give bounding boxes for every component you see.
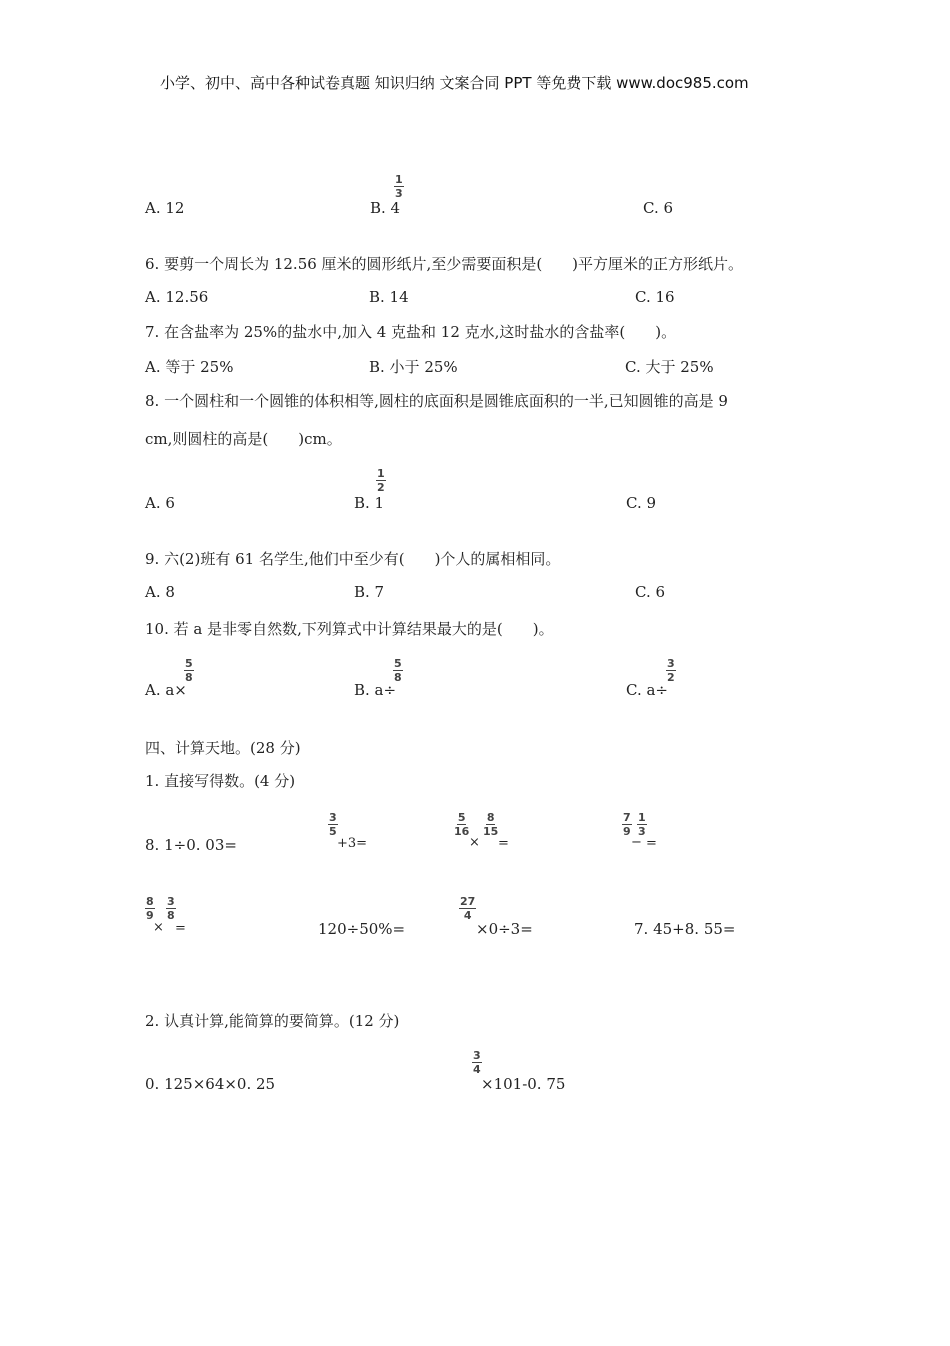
denominator: 2 [377,481,385,494]
denominator: 9 [623,825,631,838]
calc2-title: 2. 认真计算,能简算的要简算。(12 分) [145,1012,400,1030]
calc1-expr-3-operator: × [469,835,480,850]
calc1-expr-4-operator: − [631,835,642,850]
calc1-expr-1: 8. 1÷0. 03= [145,836,237,854]
q5-option-a: A. 12 [145,199,185,217]
calc1-expr-2-tail: +3= [337,836,368,851]
denominator: 8 [394,671,402,684]
numerator: 8 [486,811,495,824]
numerator: 3 [329,811,337,824]
q6-question: 6. 要剪一个周长为 12.56 厘米的圆形纸片,至少需要面积是( )平方厘米的正方形纸片。 [145,255,744,273]
q8-option-c: C. 9 [626,494,657,512]
q10-option-c-fraction [666,658,676,683]
numerator: 7 [623,811,631,824]
numerator: 1 [377,467,385,480]
q9-question: 9. 六(2)班有 61 名学生,他们中至少有( )个人的属相相同。 [145,550,561,568]
numerator: 3 [473,1049,481,1062]
calc1-expr-5-tail: = [175,921,186,936]
denominator: 2 [667,671,675,684]
q9-option-c: C. 6 [635,583,666,601]
q6-option-b: B. 14 [369,288,409,306]
numerator: 5 [457,811,466,824]
calc1-expr-3-fraction-2 [483,812,498,837]
calc1-expr-3-tail: = [498,836,509,851]
denominator: 8 [185,671,193,684]
q7-option-b: B. 小于 25% [369,358,458,376]
denominator: 9 [146,909,154,922]
q8-question-line2: cm,则圆柱的高是( )cm。 [145,430,342,448]
numerator: 8 [146,895,154,908]
q5-option-c: C. 6 [643,199,674,217]
section-four-title: 四、计算天地。(28 分) [145,739,301,757]
calc1-expr-7-fraction [459,896,476,921]
q10-option-a-fraction [184,658,194,683]
q5-option-b: B. 4 [370,199,401,217]
numerator: 5 [394,657,402,670]
q5-option-b-fraction [394,174,404,199]
numerator: 3 [667,657,675,670]
q8-option-b: B. 1 [354,494,385,512]
q9-option-b: B. 7 [354,583,385,601]
denominator: 4 [463,909,472,922]
calc1-expr-4-fraction-2 [637,812,647,837]
q7-option-c: C. 大于 25% [625,358,714,376]
calc2-expr-2-tail: ×101-0. 75 [481,1075,566,1093]
q8-option-b-fraction [376,468,386,493]
denominator: 3 [395,187,403,200]
calc2-expr-2-fraction [472,1050,482,1075]
q10-question: 10. 若 a 是非零自然数,下列算式中计算结果最大的是( )。 [145,620,554,638]
denominator: 4 [473,1063,481,1076]
denominator: 3 [638,825,646,838]
page-header: 小学、初中、高中各种试卷真题 知识归纳 文案合同 PPT 等免费下载 www.doc985.com [160,74,749,92]
calc1-expr-6: 120÷50%= [318,920,406,938]
q9-option-a: A. 8 [145,583,175,601]
q6-option-c: C. 16 [635,288,675,306]
q7-option-a: A. 等于 25% [145,358,234,376]
calc1-expr-2-fraction [328,812,338,837]
calc1-expr-4-fraction-1 [622,812,632,837]
numerator: 1 [638,811,646,824]
calc2-expr-1: 0. 125×64×0. 25 [145,1075,276,1093]
calc1-expr-5-operator: × [153,920,164,935]
q6-option-a: A. 12.56 [145,288,209,306]
q8-option-a: A. 6 [145,494,175,512]
denominator: 16 [454,825,470,838]
q7-question: 7. 在含盐率为 25%的盐水中,加入 4 克盐和 12 克水,这时盐水的含盐率( )。 [145,323,677,341]
q10-option-b: B. a÷ [354,681,397,699]
denominator: 5 [329,825,337,838]
calc1-expr-3-fraction-1 [454,812,469,837]
calc1-expr-7-tail: ×0÷3= [476,920,533,938]
numerator: 5 [185,657,193,670]
denominator: 8 [167,909,175,922]
numerator: 1 [395,173,403,186]
calc1-expr-5-fraction-1 [145,896,155,921]
q10-option-b-fraction [393,658,403,683]
q10-option-c: C. a÷ [626,681,668,699]
q10-option-a: A. a× [145,681,187,699]
denominator: 15 [483,825,499,838]
numerator: 3 [167,895,175,908]
numerator: 27 [460,895,476,908]
q8-question-line1: 8. 一个圆柱和一个圆锥的体积相等,圆柱的底面积是圆锥底面积的一半,已知圆锥的高是 9 [145,392,728,410]
calc1-expr-8: 7. 45+8. 55= [634,920,736,938]
calc1-expr-4-tail: = [646,836,657,851]
calc1-title: 1. 直接写得数。(4 分) [145,772,296,790]
calc1-expr-5-fraction-2 [166,896,176,921]
